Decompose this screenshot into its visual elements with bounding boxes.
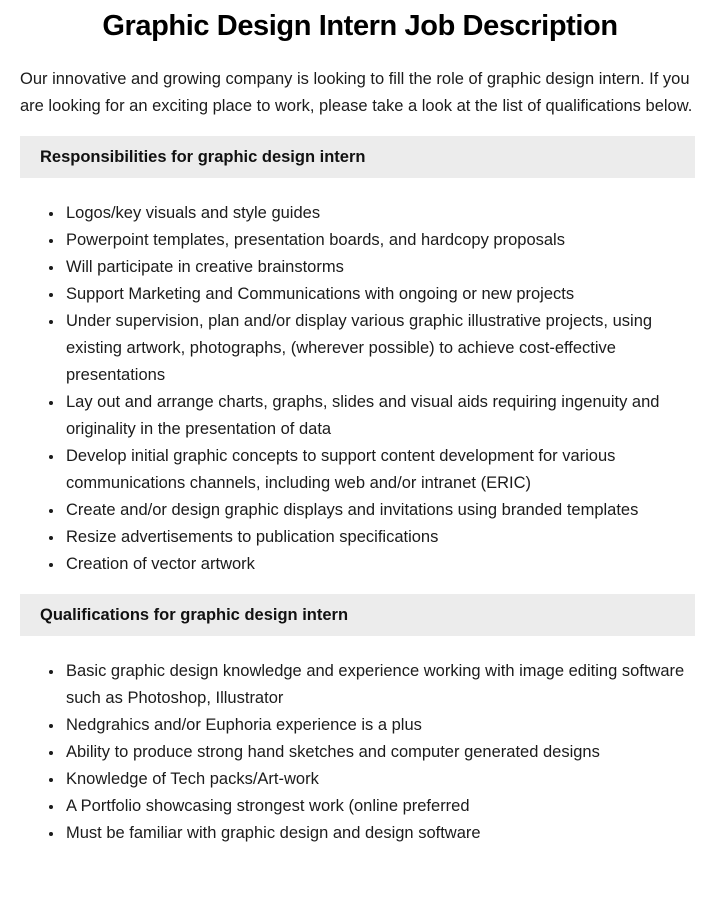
list-item: • Lay out and arrange charts, graphs, slides and visual aids requiring ingenuity and originality in the presentation of data — [64, 389, 702, 443]
bullet-list — [20, 200, 702, 578]
page-title: Graphic Design Intern Job Description — [102, 10, 618, 42]
list-item: • Logos/key visuals and style guides — [64, 200, 702, 227]
list-item: • Knowledge of Tech packs/Art-work — [64, 766, 702, 793]
bullet-list — [20, 658, 702, 847]
list-item: • Resize advertisements to publication specifications — [64, 524, 702, 551]
list-item: • Powerpoint templates, presentation boards, and hardcopy proposals — [64, 227, 702, 254]
list-item: • Will participate in creative brainstorms — [64, 254, 702, 281]
section-heading: Responsibilities for graphic design intern — [20, 136, 695, 178]
list-item: • Creation of vector artwork — [64, 551, 702, 578]
list-item: • Support Marketing and Communications with ongoing or new projects — [64, 281, 702, 308]
list-item: • Must be familiar with graphic design and design software — [64, 820, 702, 847]
list-item: • Create and/or design graphic displays and invitations using branded templates — [64, 497, 702, 524]
list-item: • Ability to produce strong hand sketches and computer generated designs — [64, 739, 702, 766]
list-item: • Under supervision, plan and/or display various graphic illustrative projects, using existing artwork, photographs, (wherever possible) to achieve cost-effective presentations — [64, 308, 702, 389]
section-heading: Qualifications for graphic design intern — [20, 594, 695, 636]
list-item: • Basic graphic design knowledge and experience working with image editing software such as Photoshop, Illustrator — [64, 658, 702, 712]
list-item: • Develop initial graphic concepts to support content development for various communications channels, including web and/or intranet (ERIC) — [64, 443, 702, 497]
sections-container — [0, 136, 720, 847]
intro-paragraph: Our innovative and growing company is looking to fill the role of graphic design intern. If you are looking for an exciting place to work, please take a look at the list of qualifications below. — [20, 70, 693, 115]
list-item: • A Portfolio showcasing strongest work (online preferred — [64, 793, 702, 820]
list-item: • Nedgrahics and/or Euphoria experience is a plus — [64, 712, 702, 739]
